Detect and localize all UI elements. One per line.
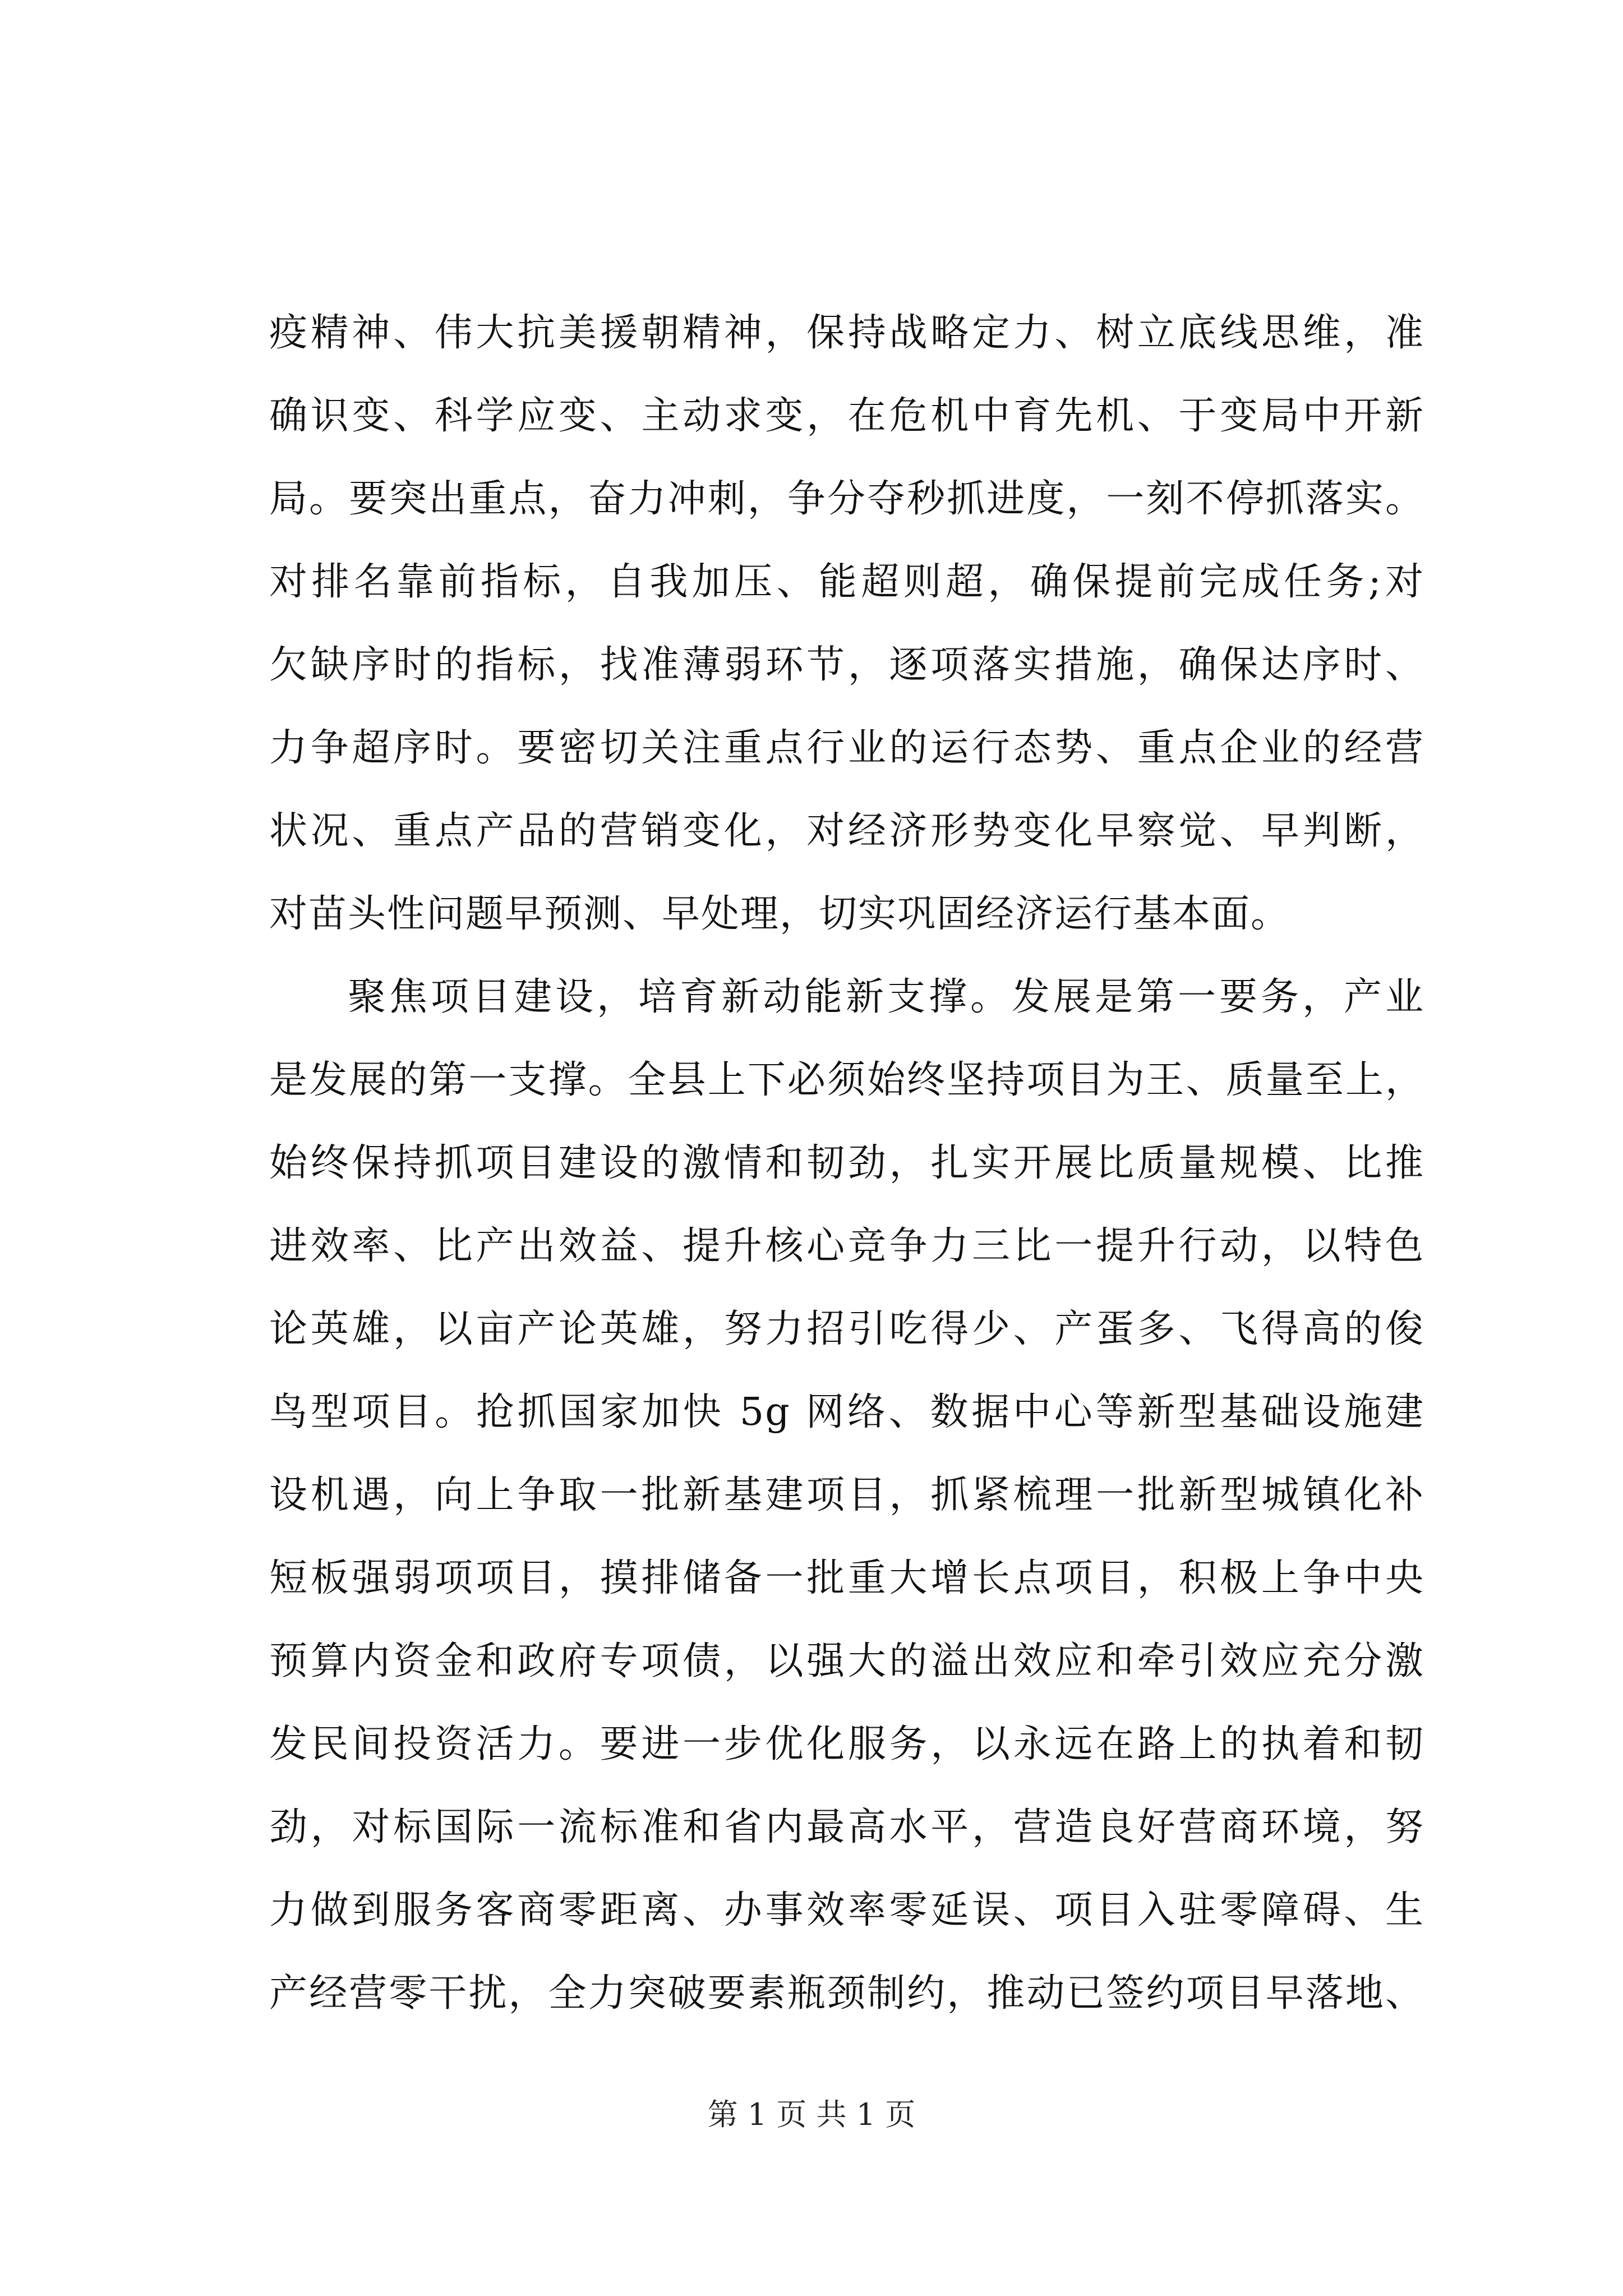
- paragraph-2-line-11: 劲，对标国际一流标准和省内最高水平，营造良好营商环境，努: [269, 1805, 1424, 1849]
- page-footer: [0, 2092, 1623, 2137]
- paragraph-2-line-8: 短板强弱项项目，摸排储备一批重大增长点项目，积极上争中央: [269, 1556, 1424, 1600]
- paragraph-2-line-4: 进效率、比产出效益、提升核心竞争力三比一提升行动，以特色: [269, 1224, 1424, 1268]
- paragraph-1-line-7: 状况、重点产品的营销变化，对经济形势变化早察觉、早判断，: [269, 809, 1424, 853]
- body-text: [269, 292, 1424, 2035]
- page-number-label: 第 1 页 共 1 页: [707, 2097, 916, 2132]
- paragraph-1-line-5: 欠缺序时的指标，找准薄弱环节，逐项落实措施，确保达序时、: [269, 643, 1424, 687]
- paragraph-2-line-9: 预算内资金和政府专项债，以强大的溢出效应和牵引效应充分激: [269, 1639, 1424, 1683]
- paragraph-2-line-6: 鸟型项目。抢抓国家加快 5g 网络、数据中心等新型基础设施建: [269, 1390, 1424, 1434]
- paragraph-1-line-6: 力争超序时。要密切关注重点行业的运行态势、重点企业的经营: [269, 726, 1424, 770]
- paragraph-1-line-8: 对苗头性问题早预测、早处理，切实巩固经济运行基本面。: [269, 892, 1290, 936]
- paragraph-2-line-10: 发民间投资活力。要进一步优化服务，以永远在路上的执着和韧: [269, 1722, 1424, 1766]
- paragraph-1-line-4: 对排名靠前指标，自我加压、能超则超，确保提前完成任务;对: [269, 560, 1424, 604]
- paragraph-2-line-3: 始终保持抓项目建设的激情和韧劲，扎实开展比质量规模、比推: [269, 1141, 1424, 1185]
- paragraph-2-line-13: 产经营零干扰，全力突破要素瓶颈制约，推动已签约项目早落地、: [269, 1971, 1424, 2016]
- paragraph-2-line-12: 力做到服务客商零距离、办事效率零延误、项目入驻零障碍、生: [269, 1888, 1424, 1932]
- paragraph-2-line-7: 设机遇，向上争取一批新基建项目，抓紧梳理一批新型城镇化补: [269, 1473, 1424, 1517]
- paragraph-1-line-1: 疫精神、伟大抗美援朝精神，保持战略定力、树立底线思维，准: [269, 311, 1424, 355]
- paragraph-2-line-1: 聚焦项目建设，培育新动能新支撑。发展是第一要务，产业: [348, 975, 1424, 1019]
- paragraph-1-line-2: 确识变、科学应变、主动求变，在危机中育先机、于变局中开新: [269, 394, 1424, 438]
- paragraph-2-line-2: 是发展的第一支撑。全县上下必须始终坚持项目为王、质量至上，: [269, 1058, 1424, 1102]
- paragraph-2-line-5: 论英雄，以亩产论英雄，努力招引吃得少、产蛋多、飞得高的俊: [269, 1307, 1424, 1351]
- paragraph-1-line-3: 局。要突出重点，奋力冲刺，争分夺秒抓进度，一刻不停抓落实。: [269, 477, 1424, 521]
